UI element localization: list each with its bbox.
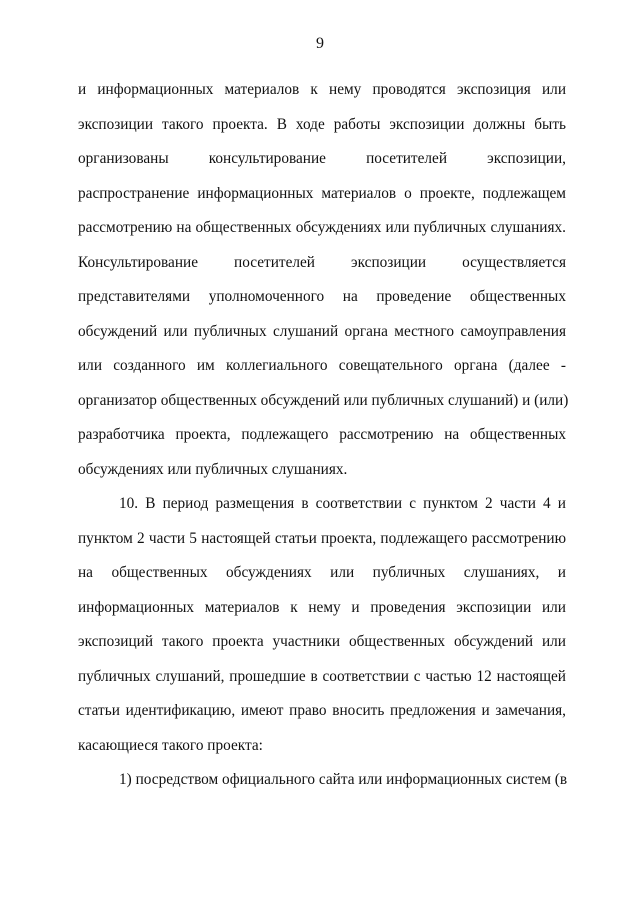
page-number: 9 bbox=[316, 35, 324, 52]
text-line: представителями уполномоченного на проведение общественных bbox=[78, 288, 566, 305]
text-line: организованы консультирование посетителей экспозиции, bbox=[78, 150, 566, 167]
text-line: Консультирование посетителей экспозиции осуществляется bbox=[78, 253, 566, 271]
text-line: информационных материалов к нему и проведения экспозиции или bbox=[78, 598, 566, 616]
text-line: публичных слушаний, прошедшие в соответствии с частью 12 настоящей bbox=[78, 667, 566, 685]
paragraph-item-10 bbox=[78, 487, 566, 763]
paragraph-subitem-1 bbox=[78, 763, 566, 798]
text-line: на общественных обсуждениях или публичных слушаниях, и bbox=[78, 564, 566, 581]
text-line: обсуждений или публичных слушаний органа местного самоуправления bbox=[78, 322, 566, 340]
text-line: статьи идентификацию, имеют право вносить предложения и замечания, bbox=[78, 702, 566, 719]
text-line: 1) посредством официального сайта или информационных систем (в bbox=[119, 771, 568, 788]
text-line: касающиеся такого проекта: bbox=[78, 736, 263, 754]
text-line: или созданного им коллегиального совещательного органа (далее - bbox=[78, 357, 566, 374]
text-line: рассмотрению на общественных обсуждениях или публичных слушаниях. bbox=[78, 219, 566, 236]
paragraph-exposition bbox=[78, 73, 569, 487]
text-line: экспозиции такого проекта. В ходе работы экспозиции должны быть bbox=[78, 115, 566, 133]
text-line: разработчика проекта, подлежащего рассмотрению на общественных bbox=[78, 426, 566, 443]
text-line: организатор общественных обсуждений или публичных слушаний) и (или) bbox=[78, 391, 569, 409]
text-line: экспозиций такого проекта участники общественных обсуждений или bbox=[78, 633, 566, 650]
text-line: и информационных материалов к нему проводятся экспозиция или bbox=[78, 81, 566, 98]
text-line: 10. В период размещения в соответствии с пунктом 2 части 4 и bbox=[119, 495, 566, 512]
text-line: пунктом 2 части 5 настоящей статьи проекта, подлежащего рассмотрению bbox=[78, 529, 566, 547]
text-line: распространение информационных материалов о проекте, подлежащем bbox=[78, 184, 566, 202]
document-body bbox=[78, 73, 569, 798]
text-line: обсуждениях или публичных слушаниях. bbox=[78, 460, 348, 478]
